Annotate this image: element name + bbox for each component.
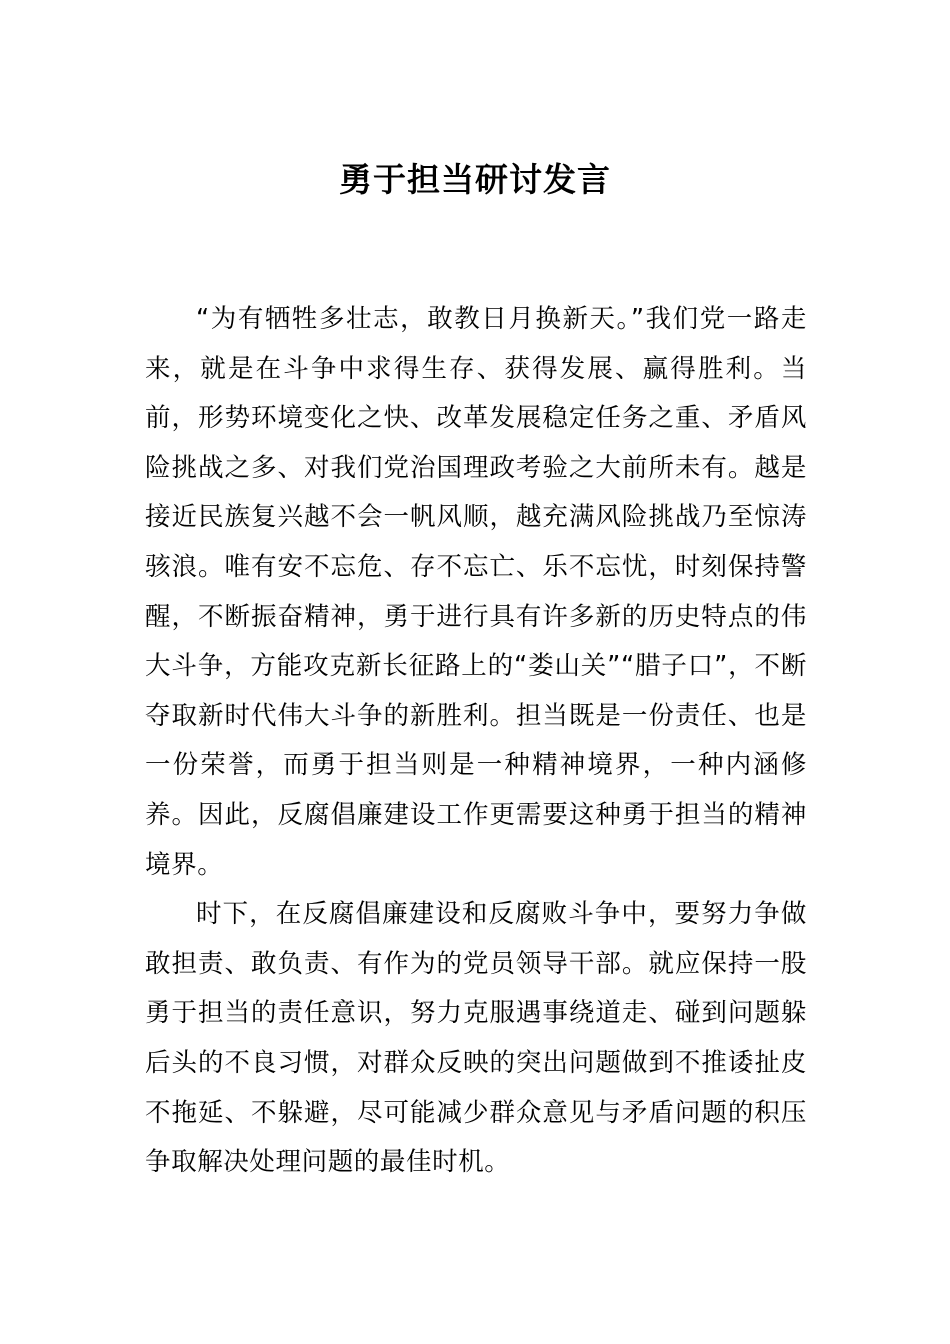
paragraph-2: 时下，在反腐倡廉建设和反腐败斗争中，要努力争做敢担责、敢负责、有作为的党员领导干部。就应保持一股勇于担当的责任意识，努力克服遇事绕道走、碰到问题躲后头的不良习惯，对群众反映的突出问题做到不推诿扯皮不拖延、不躲避，尽可能减少群众意见与矛盾问题的积压争取解决处理问题的最佳时机。 [145, 899, 807, 1178]
document-title: 勇于担当研讨发言 [339, 160, 611, 199]
document-body [145, 295, 807, 1188]
paragraph-1: “为有牺牲多壮志，敢教日月换新天。”我们党一路走来，就是在斗争中求得生存、获得发展、赢得胜利。当前，形势环境变化之快、改革发展稳定任务之重、矛盾风险挑战之多、对我们党治国理政考验之大前所未有。越是接近民族复兴越不会一帆风顺，越充满风险挑战乃至惊涛骇浪。唯有安不忘危、存不忘亡、乐不忘忧，时刻保持警醒，不断振奋精神，勇于进行具有许多新的历史特点的伟大斗争，方能攻克新长征路上的“娄山关”“腊子口”，不断夺取新时代伟大斗争的新胜利。担当既是一份责任、也是一份荣誉，而勇于担当则是一种精神境界，一种内涵修养。因此，反腐倡廉建设工作更需要这种勇于担当的精神境界。 [145, 304, 807, 880]
